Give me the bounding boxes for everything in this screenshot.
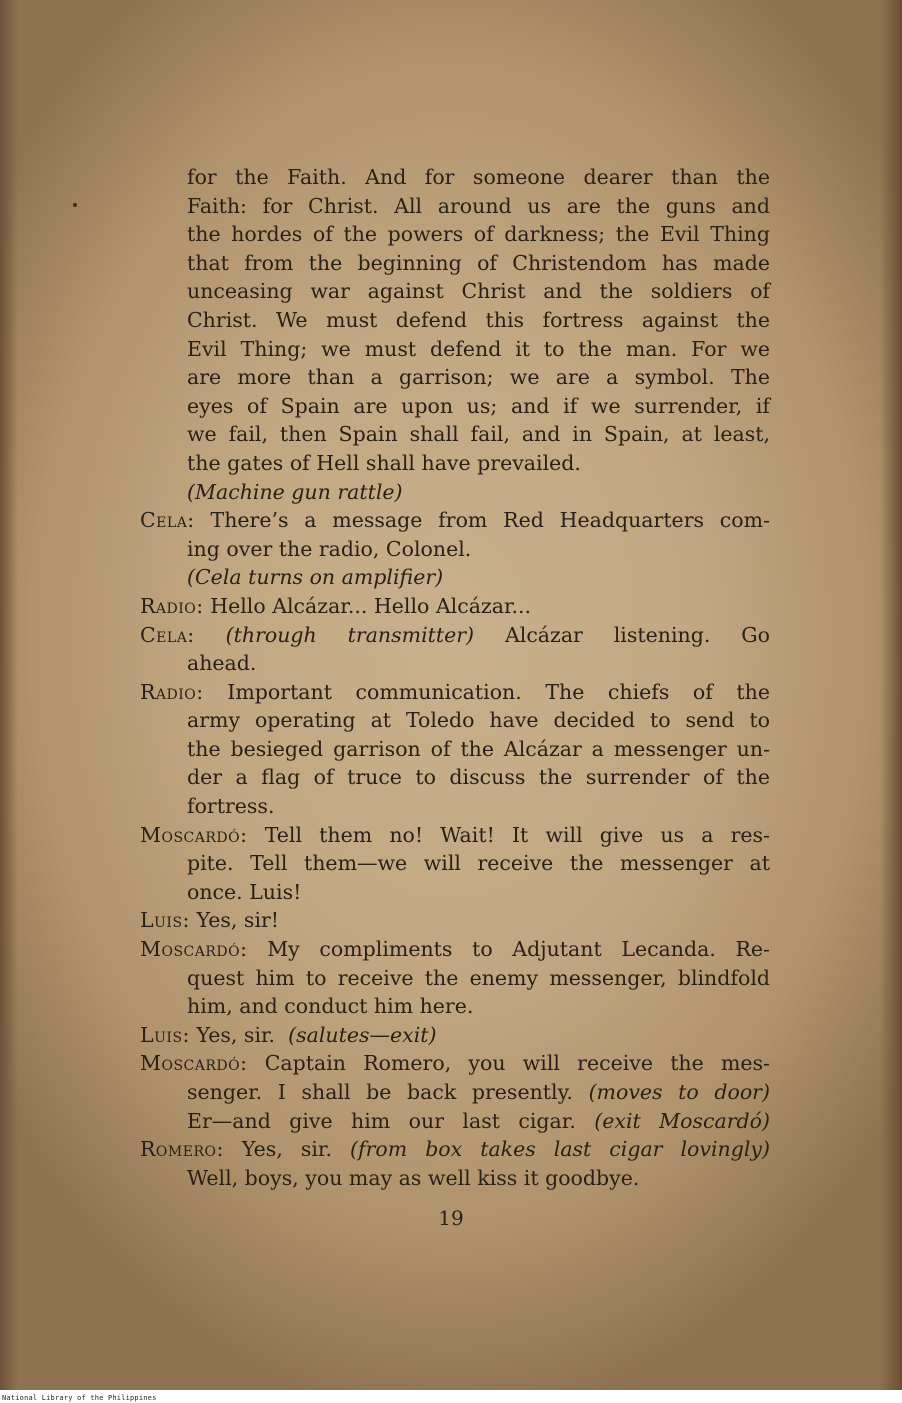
dialogue-text: There’s a message from Red Headquarters com- [210, 508, 770, 533]
body-line: that from the beginning of Christendom has made [187, 250, 770, 275]
speaker-name: Radio: [140, 679, 204, 704]
body-line: are more than a garrison; we are a symbol. The [187, 365, 770, 390]
body-line: the gates of Hell shall have prevailed. [187, 450, 581, 475]
library-credit: National Library of the Philippines [2, 1394, 157, 1402]
speaker-name: Cela: [140, 622, 195, 647]
dialogue-line: once. Luis! [187, 879, 302, 904]
dialogue-line [140, 1135, 770, 1164]
dialogue-text: Alcázar listening. Go [504, 622, 770, 647]
dialogue-line [140, 821, 770, 850]
speaker-name: Romero: [140, 1137, 224, 1162]
dialogue-text: Tell them no! Wait! It will give us a res- [264, 822, 770, 847]
dialogue-line [140, 1107, 770, 1136]
dialogue-line: quest him to receive the enemy messenger, blindfold [187, 965, 770, 990]
dialogue-text: Yes, sir! [196, 908, 280, 933]
speaker-name: Cela: [140, 508, 195, 533]
dialogue-line: pite. Tell them—we will receive the messenger at [187, 851, 770, 876]
dialogue-line: army operating at Toledo have decided to send to [187, 708, 770, 733]
stage-direction: (Machine gun rattle) [187, 479, 403, 504]
body-line: Christ. We must defend this fortress against the [187, 307, 770, 332]
speaker-name: Moscardó: [140, 1051, 248, 1076]
dialogue-line: fortress. [187, 794, 275, 819]
dialogue-text: Er—and give him our last cigar. [187, 1108, 576, 1133]
inline-direction: (salutes—exit) [288, 1022, 437, 1047]
inline-direction: (exit Moscardó) [594, 1108, 770, 1133]
dialogue-line: the besieged garrison of the Alcázar a messenger un- [187, 736, 770, 761]
dialogue-text: Captain Romero, you will receive the mes- [264, 1051, 770, 1076]
inline-direction: (through transmitter) [225, 622, 475, 647]
body-line: eyes of Spain are upon us; and if we surrender, if [187, 393, 770, 418]
speaker-name: Radio: [140, 593, 204, 618]
page-body [140, 163, 770, 1192]
dialogue-line [140, 506, 770, 535]
body-line: we fail, then Spain shall fail, and in Spain, at least, [187, 422, 770, 447]
dialogue-line [140, 621, 770, 650]
dialogue-line: him, and conduct him here. [187, 994, 474, 1019]
page-number: 19 [438, 1206, 464, 1230]
page-edge-left [0, 0, 18, 1390]
dialogue-text: senger. I shall be back presently. [187, 1080, 573, 1104]
page-edge-right [880, 0, 902, 1390]
body-line: unceasing war against Christ and the soldiers of [187, 279, 770, 304]
dialogue-line [140, 1078, 770, 1107]
dialogue-text: Important communication. The chiefs of the [227, 679, 770, 704]
dialogue-line [140, 678, 770, 707]
dialogue-text: Yes, sir. [196, 1022, 276, 1047]
dialogue-line: der a flag of truce to discuss the surrender of the [187, 765, 770, 790]
dialogue-text: Hello Alcázar... Hello Alcázar... [210, 593, 532, 618]
ink-speck [73, 203, 77, 207]
body-line: Evil Thing; we must defend it to the man. For we [187, 336, 770, 361]
dialogue-line [140, 592, 770, 621]
dialogue-text: Yes, sir. [241, 1137, 332, 1162]
dialogue-line [140, 906, 770, 935]
dialogue-text: My compliments to Adjutant Lecanda. Re- [267, 937, 770, 962]
body-line: for the Faith. And for someone dearer than the [187, 165, 770, 189]
dialogue-line: Well, boys, you may as well kiss it goodbye. [187, 1165, 640, 1190]
body-line: the hordes of the powers of darkness; the Evil Thing [187, 222, 770, 247]
dialogue-line [140, 1049, 770, 1078]
speaker-name: Moscardó: [140, 822, 248, 847]
speaker-name: Moscardó: [140, 937, 248, 962]
dialogue-line [140, 1021, 770, 1050]
inline-direction: (moves to door) [588, 1080, 770, 1104]
stage-direction: (Cela turns on amplifier) [187, 565, 444, 590]
speaker-name: Luis: [140, 908, 190, 933]
dialogue-line: ing over the radio, Colonel. [187, 536, 472, 561]
dialogue-line: ahead. [187, 651, 257, 676]
inline-direction: (from box takes last cigar lovingly) [350, 1137, 770, 1162]
dialogue-line [140, 935, 770, 964]
speaker-name: Luis: [140, 1022, 190, 1047]
body-line: Faith: for Christ. All around us are the guns and [187, 193, 770, 218]
